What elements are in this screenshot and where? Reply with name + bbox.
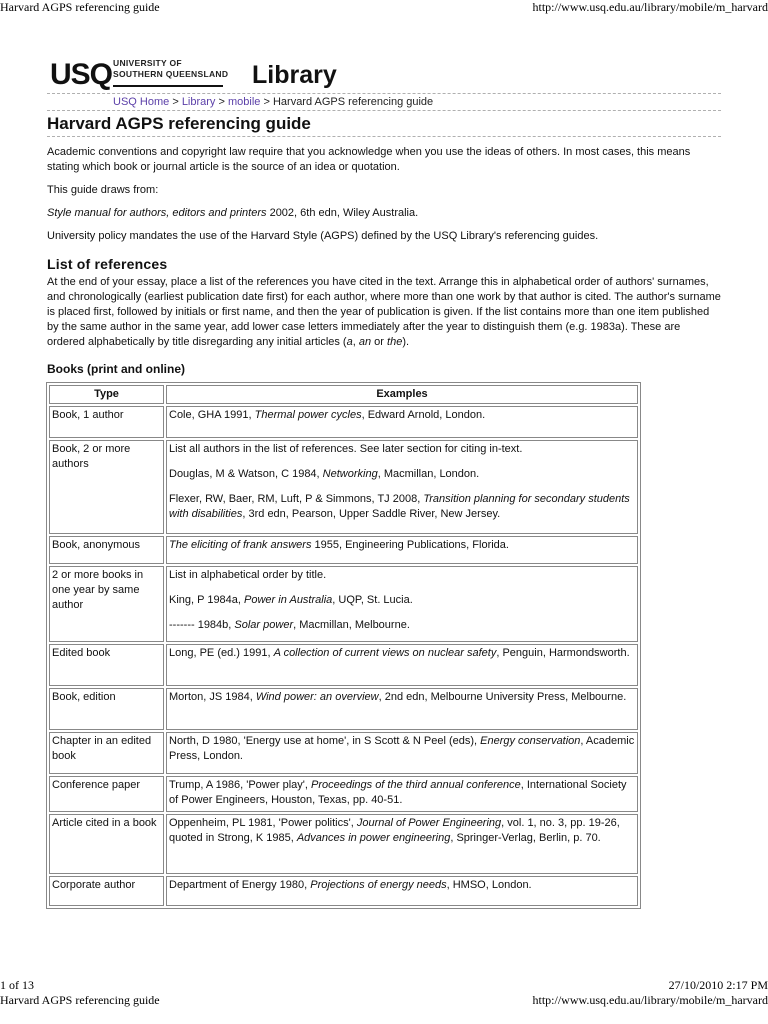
row-examples: Department of Energy 1980, Projections of energy needs, HMSO, London. (166, 876, 638, 906)
breadcrumb: USQ Home > Library > mobile > Harvard AGPS referencing guide (113, 96, 434, 108)
row-examples: The eliciting of frank answers 1955, Engineering Publications, Florida. (166, 536, 638, 564)
print-footer-url: http://www.usq.edu.au/library/mobile/m_harvard (532, 993, 768, 1007)
row-type: Article cited in a book (49, 814, 164, 874)
table-row (49, 406, 638, 438)
table-row (49, 732, 638, 774)
breadcrumb-usq-home[interactable]: USQ Home (113, 96, 170, 108)
row-type: Corporate author (49, 876, 164, 906)
row-type: Book, 1 author (49, 406, 164, 438)
print-header-url: http://www.usq.edu.au/library/mobile/m_harvard (532, 0, 768, 14)
table-row (49, 440, 638, 534)
row-examples: Morton, JS 1984, Wind power: an overview, 2nd edn, Melbourne University Press, Melbourne. (166, 688, 638, 730)
library-title: Library (252, 61, 337, 89)
row-type: Chapter in an edited book (49, 732, 164, 774)
row-type: Conference paper (49, 776, 164, 812)
print-header (0, 0, 768, 14)
intro-source-label: This guide draws from: (47, 184, 159, 196)
row-type: Book, edition (49, 688, 164, 730)
print-datetime: 27/10/2010 2:17 PM (668, 978, 768, 992)
references-heading: List of references (47, 256, 168, 272)
usq-logo-text: UNIVERSITY OF SOUTHERN QUEENSLAND (113, 58, 229, 79)
row-type: 2 or more books in one year by same author (49, 566, 164, 642)
books-heading: Books (print and online) (47, 362, 185, 376)
table-row (49, 536, 638, 564)
table-row (49, 566, 638, 642)
divider (47, 110, 721, 111)
table-row (49, 644, 638, 686)
references-paragraph: At the end of your essay, place a list of the references you have cited in the text. Arrange this in alphabetical order of authors' surnames, and chronologically (earliest publication date first) for each author, where more than one work by that author is cited. The author's surname is placed first, followed by initials or first name, and then the year of publication is given. If the list contains more than one item published by the same author in the same year, add lower case letters immediately after the year to distinguish them (e.g. 1983a). These are ordered alphabetically by title disregarding any initial articles (a, an or the). (47, 276, 721, 348)
row-examples: List in alphabetical order by title. King, P 1984a, Power in Australia, UQP, St. Lucia. ------- 1984b, Solar power, Macmillan, Melbourne. (166, 566, 638, 642)
intro-source: Style manual for authors, editors and printers 2002, 6th edn, Wiley Australia. (47, 207, 419, 219)
table-row (49, 776, 638, 812)
print-header-title: Harvard AGPS referencing guide (0, 0, 160, 14)
logo-rule (113, 85, 223, 87)
table-header-row (49, 385, 638, 404)
page-content (47, 55, 721, 909)
row-examples: Trump, A 1986, 'Power play', Proceedings of the third annual conference, International Society of Power Engineers, Houston, Texas, pp. 40-51. (166, 776, 638, 812)
page-count: 1 of 13 (0, 978, 34, 992)
intro-policy: University policy mandates the use of the Harvard Style (AGPS) defined by the USQ Library's referencing guides. (47, 230, 599, 242)
col-examples-header: Examples (166, 385, 638, 404)
page-title: Harvard AGPS referencing guide (47, 114, 311, 133)
row-type: Book, anonymous (49, 536, 164, 564)
breadcrumb-library[interactable]: Library (181, 96, 216, 108)
table-row (49, 814, 638, 874)
breadcrumb-current: Harvard AGPS referencing guide (272, 96, 434, 108)
print-footer-title: Harvard AGPS referencing guide (0, 993, 160, 1007)
row-examples: Oppenheim, PL 1981, 'Power politics', Journal of Power Engineering, vol. 1, no. 3, pp. 19-26, quoted in Strong, K 1985, Advances in power engineering, Springer-Verlag, Berlin, p. 70. (166, 814, 638, 874)
row-examples: Cole, GHA 1991, Thermal power cycles, Edward Arnold, London. (166, 406, 638, 438)
col-type-header: Type (49, 385, 164, 404)
row-examples: List all authors in the list of references. See later section for citing in-text. Douglas, M & Watson, C 1984, Networking, Macmillan, London. Flexer, RW, Baer, RM, Luft, P & Simmons, TJ 2008, Transition planning for secondary students with disabilities, 3rd edn, Pearson, Upper Saddle River, New Jersey. (166, 440, 638, 534)
books-table (46, 382, 641, 909)
masthead (47, 55, 721, 93)
row-examples: Long, PE (ed.) 1991, A collection of current views on nuclear safety, Penguin, Harmondsworth. (166, 644, 638, 686)
divider (47, 136, 721, 137)
usq-logo[interactable]: USQ (50, 58, 113, 91)
table-row (49, 688, 638, 730)
row-examples: North, D 1980, 'Energy use at home', in S Scott & N Peel (eds), Energy conservation, Academic Press, London. (166, 732, 638, 774)
breadcrumb-mobile[interactable]: mobile (228, 96, 261, 108)
table-row (49, 876, 638, 906)
intro-paragraph: Academic conventions and copyright law require that you acknowledge when you use the ideas of others. In most cases, this means stating which book or journal article is the source of an idea or quotation. (47, 146, 691, 173)
row-type: Book, 2 or more authors (49, 440, 164, 534)
row-type: Edited book (49, 644, 164, 686)
